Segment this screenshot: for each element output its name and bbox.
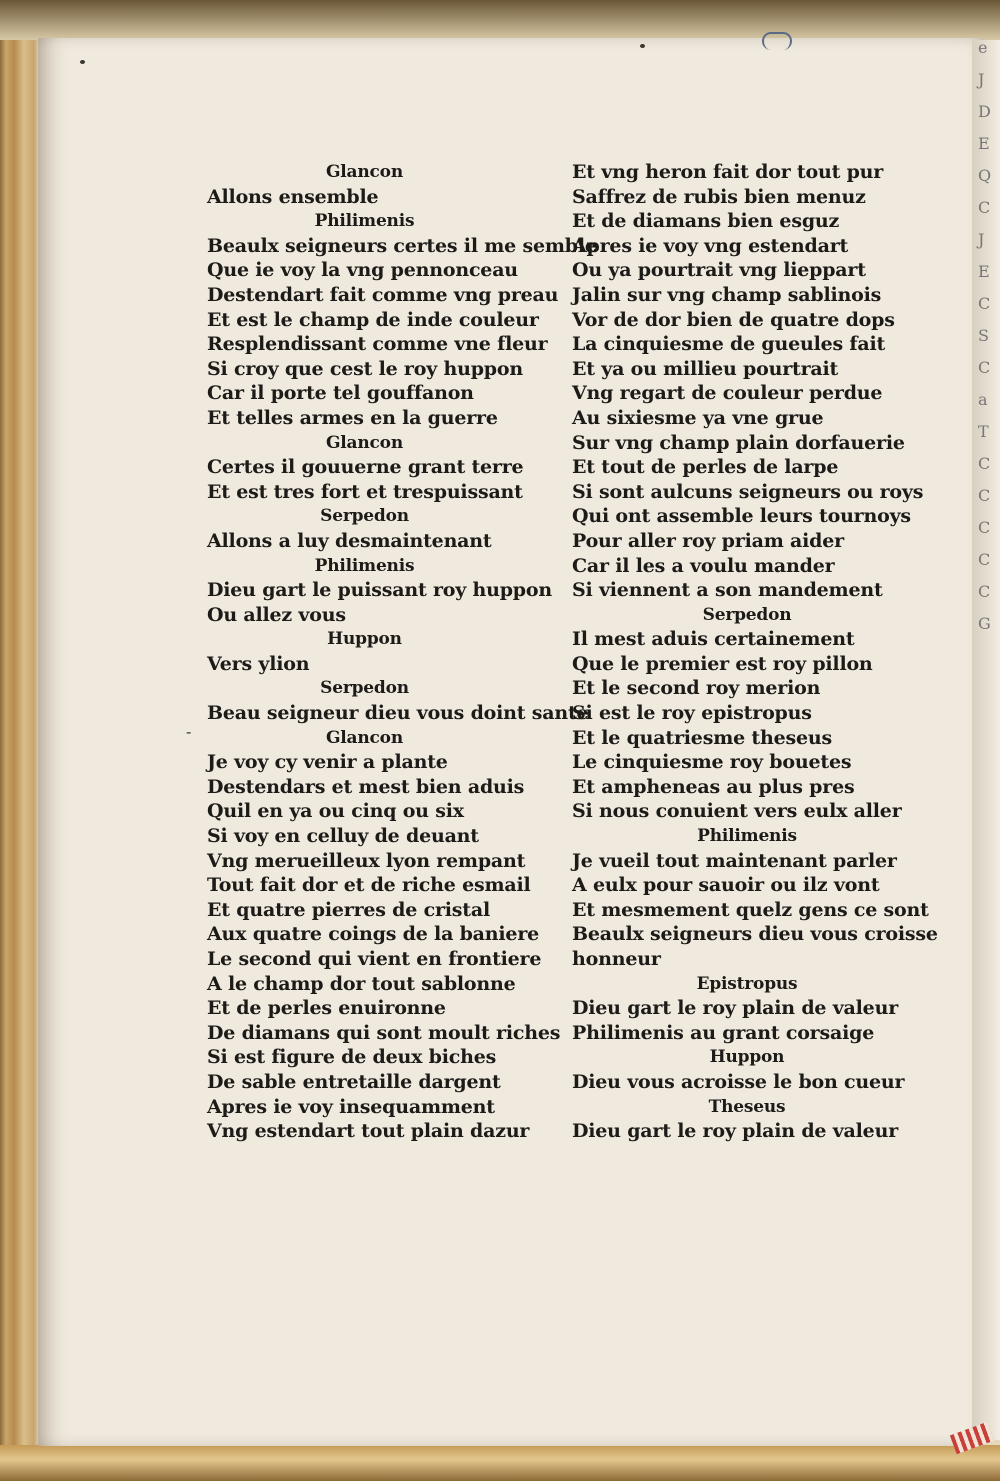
speaker-name: Huppon [327,629,402,650]
verse-line: Philimenis au grant corsaige [572,1021,875,1044]
verse-line: Qui ont assemble leurs tournoys [572,505,911,528]
verse-line: A le champ dor tout sablonne [207,972,516,995]
bleed-letter: Q [978,166,992,185]
verse-line: Que le premier est roy pillon [572,652,873,675]
verse-line: Et est le champ de inde couleur [207,308,539,331]
speaker-name: Serpedon [320,678,409,699]
verse-line: De sable entretaille dargent [207,1070,501,1093]
bleed-letter: e [978,40,988,57]
bleed-letter: C [978,358,991,377]
verse-line: Le cinquiesme roy bouetes [572,751,852,774]
verse-line: La cinquiesme de gueules fait [572,333,886,356]
verse-line: Resplendissant comme vne fleur [207,333,548,356]
speaker-name: Philimenis [314,555,415,576]
verse-line: Ou allez vous [207,603,346,626]
verse-line: Car il porte tel gouffanon [207,382,474,405]
bleed-letter: C [978,454,991,473]
verse-line: Et le quatriesme theseus [572,726,832,749]
verse-line: Je vueil tout maintenant parler [572,849,897,872]
speaker-name: Philimenis [697,826,797,847]
verse-line: Apres ie voy insequamment [207,1095,495,1118]
verse-line: Destendars et mest bien aduis [207,775,525,798]
verse-line: Dieu gart le roy plain de valeur [572,997,898,1020]
verse-line: Si est le roy epistropus [572,702,812,725]
verse-line: Jalin sur vng champ sablinois [572,283,882,306]
verse-line: Ou ya pourtrait vng lieppart [572,259,866,282]
verse-line: Si est figure de deux biches [207,1046,497,1069]
bleed-letter: G [978,614,991,633]
verse-line: Certes il gouuerne grant terre [207,456,524,479]
verse-line: Et vng heron fait dor tout pur [572,161,884,183]
verse-line: Si sont aulcuns seigneurs ou roys [572,480,924,503]
verse-line: Et est tres fort et trespuissant [207,480,523,503]
verse-line: Beau seigneur dieu vous doint sante [207,702,589,725]
margin-mark: - [186,722,192,741]
bleed-letter: C [978,294,991,313]
page-edge-top [0,0,1000,40]
speaker-name: Serpedon [320,506,409,527]
speaker-name: Glancon [325,162,403,182]
verse-line: Et mesmement quelz gens ce sont [572,898,929,921]
verse-line: Saffrez de rubis bien menuz [572,185,866,208]
speaker-name: Glancon [325,727,403,748]
verse-line: Aux quatre coings de la baniere [207,923,540,946]
verse-line: Allons a luy desmaintenant [207,529,492,552]
ink-speck [80,60,85,64]
verse-line: Sur vng champ plain dorfauerie [572,431,905,454]
speaker-name: Serpedon [702,604,792,625]
right-text-column [572,160,942,1144]
verse-line: Et ampheneas au plus pres [572,775,855,798]
bleed-letter: a [978,390,988,409]
bleed-letter: C [978,550,991,569]
verse-line: Et telles armes en la guerre [207,406,498,429]
bleed-letter: C [978,486,991,505]
verse-line: Et de perles enuironne [207,997,446,1020]
verse-line: Et ya ou millieu pourtrait [572,357,839,380]
verse-line: Vng estendart tout plain dazur [207,1120,530,1143]
bleed-letter: C [978,518,991,537]
verse-line: De diamans qui sont moult riches [207,1021,561,1044]
bleed-letter: S [978,326,989,345]
verse-line: honneur [572,948,661,970]
verse-line: Et le second roy merion [572,677,821,700]
verse-line: Dieu gart le puissant roy huppon [207,579,552,602]
verse-line: Vng merueilleux lyon rempant [207,849,526,872]
verse-line: Tout fait dor et de riche esmail [207,874,531,897]
verse-line: Beaulx seigneurs dieu vous croisse [572,923,938,946]
verse-line: Si viennent a son mandement [572,579,883,602]
verse-line: Et tout de perles de larpe [572,456,839,479]
verse-line: A eulx pour sauoir ou ilz vont [572,874,880,897]
verse-line: Que ie voy la vng pennonceau [207,259,518,282]
bleed-letter: J [978,230,985,249]
verse-line: Et quatre pierres de cristal [207,898,490,921]
verse-line: Je voy cy venir a plante [207,751,448,774]
bleed-letter: C [978,582,991,601]
bleed-letter: E [978,134,990,153]
verse-line: Quil en ya ou cinq ou six [207,800,464,823]
verse-line: Destendart fait comme vng preau [207,283,559,306]
left-text-column [207,160,597,1144]
bleed-letter: J [978,70,985,89]
verse-line: Le second qui vient en frontiere [207,948,542,970]
speaker-name: Epistropus [696,973,798,994]
facing-page-edge [972,40,1000,1440]
speaker-name: Theseus [708,1096,786,1117]
verse-line: Et de diamans bien esguz [572,210,840,233]
verse-line: Car il les a voulu mander [572,554,835,577]
bleed-letter: E [978,262,990,281]
verse-line: Vng regart de couleur perdue [572,382,883,405]
verse-line: Dieu vous acroisse le bon cueur [572,1070,905,1093]
speaker-name: Huppon [709,1047,785,1068]
verse-line: Si croy que cest le roy huppon [207,357,523,380]
bleed-letter: C [978,198,991,217]
verse-line: Si nous conuient vers eulx aller [572,800,902,823]
bleed-letter: D [978,102,991,121]
verse-line: Pour aller roy priam aider [572,529,844,552]
verse-line: Beaulx seigneurs certes il me semble [207,234,597,257]
ink-speck [640,44,645,48]
verse-line: Vers ylion [207,652,310,675]
verse-line: Si voy en celluy de deuant [207,825,479,848]
verse-line: Vor de dor bien de quatre dops [572,308,895,331]
verse-line: Dieu gart le roy plain de valeur [572,1120,898,1143]
speaker-name: Glancon [325,432,403,453]
verse-line: Apres ie voy vng estendart [572,234,849,257]
verse-line: Allons ensemble [207,185,379,208]
bleed-letter: T [978,422,989,441]
verse-line: Au sixiesme ya vne grue [572,406,824,429]
verse-line: Il mest aduis certainement [572,628,855,651]
speaker-name: Philimenis [314,211,415,232]
page-edge-bottom [0,1445,1000,1481]
clip-icon [762,32,792,50]
